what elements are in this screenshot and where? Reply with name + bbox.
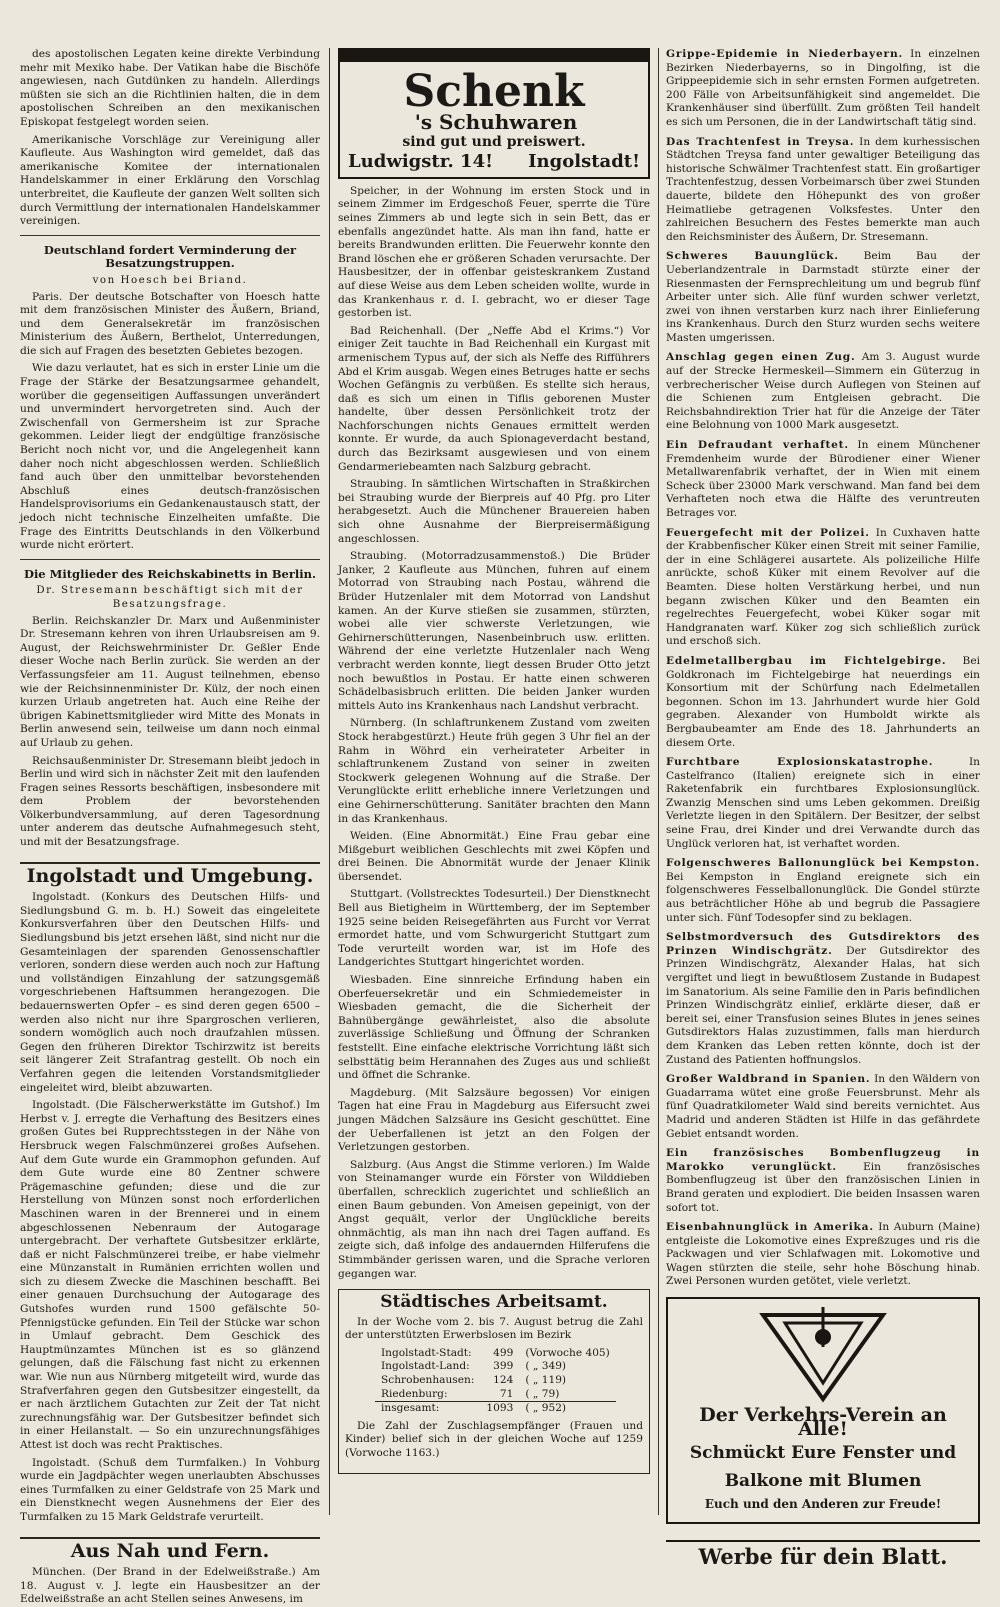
news-item-text: In Auburn (Maine) entgleiste die Lokomotive eines Expreßzuges und ris die Packwagen und vier Schlafwagen mit. Lokomotive und Wagen stürzten die steile, sehr hohe Böschung hinab. Zwei Personen wurden getötet, viele verletzt. xyxy=(666,1221,980,1288)
news-item-text: In den Wäldern von Guadarrama wütet eine große Feuersbrunst. Mehr als fünf Quadratkilometer Wald sind bereits vernichtet. Aus Madrid und anderen Städten ist Hilfe in das gefährdete Gebiet entsandt worden. xyxy=(666,1073,980,1140)
arbeitsamt-label: Ingolstadt-Land: xyxy=(381,1360,470,1373)
news-item-title: Das Trachtenfest in Treysa. xyxy=(666,135,855,148)
news-item xyxy=(666,136,980,245)
arbeitsamt-value: 124 xyxy=(493,1374,514,1387)
column-left xyxy=(20,48,320,1606)
news-item xyxy=(666,48,980,130)
ad-tagline: sind gut und preiswert. xyxy=(402,133,586,150)
paragraph: Straubing. (Motorradzusammenstoß.) Die Brüder Janker, 2 Kaufleute aus München, fuhren auf einem Motorrad von Straubing nach Postau, während die Brüder Hutzenlaler mit dem Motorrad von Landshut kamen. An der Kurve stießen sie zusammen, stürzten, wobei alle vier schwerste Verletzungen, wie Gehirnerschütterungen, Nasenbeinbruch usw. erlitten. Während der eine verletzte Hutzenlaler nach Weng verbracht werden konnte, liegt dessen Bruder Otto jetzt noch bewußtlos in Postau. Er hatte einen schweren Schädelbasisbruch erlitten. Die beiden Janker wurden mittels Auto ins Krankenhaus nach Landshut verbracht. xyxy=(338,550,650,712)
article-title-reichskabinett: Die Mitglieder des Reichskabinetts in Berlin. xyxy=(23,566,317,581)
article-title-besatzung: Deutschland fordert Verminderung der Besatzungstruppen. xyxy=(43,242,297,271)
news-item-text: In einzelnen Bezirken Niederbayerns, so in Dingolfing, ist die Grippeepidemie sich in sehr ernsten Formen aufgetreten. 200 Fälle von Arbeitsunfähigkeit sind angemeldet. Die Krankenhäuser sind überfüllt. Zum größten Teil handelt es sich um Personen, die in der Landwirtschaft tätig sind. xyxy=(666,48,981,128)
arbeitsamt-total-row xyxy=(375,1402,616,1416)
intro-articles xyxy=(20,48,320,229)
section-title-nah-fern: Aus Nah und Fern. xyxy=(20,1537,320,1559)
arbeitsamt-prev: (Vorwoche 405) xyxy=(525,1346,610,1359)
arbeitsamt-outro: Die Zahl der Zuschlagsempfänger (Frauen und Kinder) belief sich in der gleichen Woche auf 1259 (Vorwoche 1163.) xyxy=(345,1419,643,1460)
advertisement-schenk xyxy=(338,48,650,179)
ad-address xyxy=(344,151,644,173)
news-item-title: Schweres Bauunglück. xyxy=(666,250,839,263)
arbeitsamt-row xyxy=(375,1388,616,1402)
news-item-title: Edelmetallbergbau im Fichtelgebirge. xyxy=(666,654,947,667)
column-middle xyxy=(338,48,650,1515)
news-item-title: Selbstmordversuch des Gutsdirektors des Prinzen Windischgrätz. xyxy=(666,931,980,957)
news-item xyxy=(666,250,980,345)
news-item-title: Großer Waldbrand in Spanien. xyxy=(666,1073,871,1086)
arbeitsamt-row xyxy=(375,1360,616,1374)
article-body-reichskabinett xyxy=(20,615,320,850)
paragraph: Ingolstadt. (Schuß dem Turmfalken.) In Vohburg wurde ein Jagdpächter wegen unerlaubten Abschusses eines Turmfalken zu einer Geldstrafe von 25 Mark und ein Dienstknecht wegen Ausnehmens der Eier des Turmfalken zu 15 Mark Geldstrafe verurteilt. xyxy=(20,1456,320,1523)
news-item xyxy=(666,756,980,851)
news-item xyxy=(666,857,980,925)
arbeitsamt-label: Riedenburg: xyxy=(381,1387,448,1400)
paragraph: Wiesbaden. Eine sinnreiche Erfindung haben ein Oberfeuersekretär und ein Schmiedemeister in Wiesbaden gemacht, die die Sicherheit der Bahnübergänge gewährleistet, also die absolute zuverlässige Schließung und Öffnung der Schranken feststellt. Eine einfache elektrische Vorrichtung läßt sich selbsttätig beim Herannahen des Zuges aus und schließt und öffnet die Schranke. xyxy=(338,974,650,1082)
verkehrsverein-line1: Der Verkehrs-Verein an Alle! xyxy=(699,1404,947,1440)
news-item xyxy=(666,1147,980,1215)
verkehrsverein-line2a: Schmückt Eure Fenster und xyxy=(689,1443,957,1464)
right-news xyxy=(666,48,980,1289)
arbeitsamt-prev: ( „ 349) xyxy=(525,1360,567,1373)
arbeitsamt-value: 399 xyxy=(493,1360,514,1373)
arbeitsamt-value: 499 xyxy=(493,1346,514,1359)
column-rule-2 xyxy=(658,48,659,1515)
arbeitsamt-title: Städtisches Arbeitsamt. xyxy=(380,1292,608,1313)
ad-brand-name: Schenk xyxy=(403,66,585,117)
news-item xyxy=(666,527,980,649)
news-item-title: Grippe-Epidemie in Niederbayern. xyxy=(666,48,903,60)
news-item xyxy=(666,439,980,521)
paragraph: Weiden. (Eine Abnormität.) Eine Frau gebar eine Mißgeburt weiblichen Geschlechts mit zwei Köpfen und drei Beinen. Die Abnormität wurde der Jenaer Klinik übersendet. xyxy=(338,830,650,883)
arbeitsamt-table xyxy=(375,1347,616,1416)
ad-brand-suffix: 's Schuhwaren xyxy=(414,110,578,134)
verkehrsverein-box xyxy=(666,1297,980,1524)
total-value: 1093 xyxy=(480,1402,519,1416)
middle-news xyxy=(338,185,650,1281)
article-subtitle-reichskabinett: Dr. Stresemann beschäftigt sich mit der Besatzungsfrage. xyxy=(36,584,304,610)
news-item-text: Ein französisches Bombenflugzeug ist über den französischen Linien in Brand geraten und explodiert. Die beiden Insassen waren sofort tot. xyxy=(666,1160,980,1214)
paragraph: Bad Reichenhall. (Der „Neffe Abd el Krims.“) Vor einiger Zeit tauchte in Bad Reichenhall ein Kurgast mit armenischem Typus auf, der sich als Neffe des Rifführers Abd el Krim ausgab. Wegen eines Betruges hatte er sechs Wochen Gefängnis zu verbüßen. Es stellte sich heraus, daß es sich um einen in Tiflis geborenen Muster handelte, über dessen Persönlichkeit trotz der Nachforschungen nichts Genaues ermittelt werden konnte. Er wurde, da auch Spionageverdacht bestand, durch das Bezirksamt ausgewiesen und von einem Gendarmeriebeamten nach Salzburg gebracht. xyxy=(338,324,650,473)
paragraph: Paris. Der deutsche Botschafter von Hoesch hatte mit dem französischen Minister des Äußern, Briand, und dem Generalsekretär im französischen Ministerium des Äußern, Berthelot, Unterredungen, die sich auf Fragen des besetzten Gebietes bezogen. xyxy=(20,290,320,357)
paragraph: München. (Der Brand in der Edelweißstraße.) Am 18. August v. J. legte ein Hausbesitzer an der Edelweißstraße an acht Stellen seines Anwesens, im xyxy=(20,1566,320,1606)
arbeitsamt-box xyxy=(338,1289,650,1474)
arbeitsamt-prev: ( „ 79) xyxy=(525,1387,560,1400)
news-item-text: In Cuxhaven hatte der Krabbenfischer Küker einen Streit mit seiner Familie, der in eine Schlägerei ausartete. Als polizeiliche Hilfe anrückte, schoß Küker mit einem Revolver auf die Beamten. Diese holten Verstärkung herbei, und nun begann zwischen Küker und den Beamten ein regelrechtes Feuergefecht, wobei Küker sogar mit Handgranaten warf. Küker zog sich schließlich zurück und erschoß sich. xyxy=(666,526,980,648)
arbeitsamt-row xyxy=(375,1374,616,1388)
section-title-ingolstadt: Ingolstadt und Umgebung. xyxy=(20,862,320,884)
arbeitsamt-value: 71 xyxy=(499,1387,514,1400)
column-rule-1 xyxy=(329,48,330,1515)
verkehrsverein-line3: Euch und den Anderen zur Freude! xyxy=(704,1497,942,1512)
news-item-text: Bei Kempston in England ereignete sich ein folgenschweres Fesselballonunglück. Die Gondel stürzte aus beträchtlicher Höhe ab und begrub die Passagiere unter sich. Fünf Todesopfer sind zu beklagen. xyxy=(666,870,980,924)
ad-bar xyxy=(340,50,648,62)
article-subtitle-besatzung: von Hoesch bei Briand. xyxy=(92,273,248,286)
divider xyxy=(20,235,320,236)
werbe-slogan: Werbe für dein Blatt. xyxy=(666,1540,980,1572)
paragraph: Magdeburg. (Mit Salzsäure begossen) Vor einigen Tagen hat eine Frau in Magdeburg aus Eifersucht zwei jungen Mädchen Salzsäure ins Gesicht geschüttet. Eine der Ueberfallenen ist jetzt an den Folgen der Verletzungen gestorben. xyxy=(338,1086,650,1154)
news-item-title: Anschlag gegen einen Zug. xyxy=(666,351,856,364)
news-item-text: In dem kurhessischen Städtchen Treysa fand unter gewaltiger Beteiligung das historische Schwälmer Trachtenfest statt. Ein großartiger Trachtenfestzug, dessen Vorbeimarsch über zwei Stunden dauerte, bildete den Höhepunkt des von großer Heimatliebe getragenen Volksfestes. Unter den zahlreichen Besuchern des Festes bemerkte man auch den Reichsminister des Äußern, Dr. Stresemann. xyxy=(666,135,980,243)
article-body-besatzung xyxy=(20,291,320,553)
news-item-text: In Castelfranco (Italien) ereignete sich in einer Raketenfabrik ein furchtbares Explosionsunglück. Zwanzig Menschen sind ums Leben gekommen. Dreißig Verletzte liegen in den Spitälern. Der Besitzer, der selbst seine Frau, drei Kinder und drei Verwandte durch das Unglück verloren hat, ist verhaftet worden. xyxy=(666,756,980,850)
news-item-text: Am 3. August wurde auf der Strecke Hermeskeil—Simmern ein Güterzug in verbrecherischer Weise durch Auflegen von Steinen auf die Schienen zum Entgleisen gebracht. Die Reichsbahndirektion Trier hat für die Anzeige der Täter eine Belohnung von 1000 Mark ausgesetzt. xyxy=(666,351,980,432)
ad-street: Ludwigstr. 14! xyxy=(348,151,494,173)
divider xyxy=(20,559,320,560)
verkehrsverein-line2b: Balkone mit Blumen xyxy=(724,1471,922,1492)
arbeitsamt-prev: ( „ 119) xyxy=(525,1374,567,1387)
paragraph: Ingolstadt. (Konkurs des Deutschen Hilfs- und Siedlungsbund G. m. b. H.) Soweit das eingeleitete Konkursverfahren über den Deutschen Hilfs- und Siedlungsbund bis jetzt ersehen läßt, sind nicht nur die Gesamteinlagen der sparenden Genossenschaftler verloren, sondern diese werden auch noch zur Haftung und vollständigen Einzahlung der satzungsgemäß vorgeschriebenen Haftsummen herangezogen. Die bedauernswerten Opfer – es sind deren gegen 6500 – werden also nicht nur ihre Spargroschen verlieren, sondern womöglich auch noch draufzahlen müssen. Gegen den früheren Direktor Tschirzwitz ist bereits seit längerer Zeit Strafantrag gestellt. Ob noch ein Verfahren gegen die leitenden Vorstandsmitglieder eingeleitet wird, bleibt abzuwarten. xyxy=(20,891,320,1094)
arbeitsamt-intro: In der Woche vom 2. bis 7. August betrug die Zahl der unterstützten Erwerbslosen im Bezirk xyxy=(345,1315,643,1342)
arbeitsamt-label: Schrobenhausen: xyxy=(381,1374,475,1387)
paragraph: Nürnberg. (In schlaftrunkenem Zustand vom zweiten Stock herabgestürzt.) Heute früh gegen 3 Uhr fiel an der Rahm in Wöhrd ein verheirateter Arbeiter in schlaftrunkenem Zustand von seiner in zweiten Stockwerk gelegenen Wohnung auf die Straße. Der Verunglückte erlitt erhebliche innere Verletzungen und eine Gehirnerschütterung. Sanitäter brachten den Mann in das Krankenhaus. xyxy=(338,717,650,825)
verkehrsverein-logo-icon xyxy=(674,1305,972,1405)
paragraph: Reichsaußenminister Dr. Stresemann bleibt jedoch in Berlin und wird sich in nächster Zeit mit den laufenden Fragen seines Ressorts beschäftigen, insbesondere mit dem Problem der bevorstehenden Völkerbundversammlung, auf deren Tagesordnung unter anderem das deutsche Aufnahmegesuch steht, und mit der Besatzungsfrage. xyxy=(20,754,320,849)
paragraph: Wie dazu verlautet, hat es sich in erster Linie um die Frage der Stärke der Besatzungsarmee gehandelt, worüber die gegenseitigen Auffassungen unverändert und unvermindert hervorgetreten sind. Auch der Zwischenfall von Germersheim ist zur Sprache gekommen. Leider liegt der endgültige französische Bericht noch nicht vor, und die Angelegenheit kann daher noch nicht abgeschlossen werden. Schließlich fand auch über den unmittelbar bevorstehenden Abschluß eines deutsch-französischen Handelsprovisoriums ein Gedankenaustausch statt, der jedoch nicht technische Einzelheiten umfaßte. Die Frage des Eintritts Deutschlands in den Völkerbund wurde nicht erörtert. xyxy=(20,362,320,552)
paragraph: Ingolstadt. (Die Fälscherwerkstätte im Gutshof.) Im Herbst v. J. erregte die Verhaftung des Besitzers eines großen Gutes bei Rupprechtsstegen in der Nähe von Hersbruck wegen Falschmünzerei großes Aufsehen. Auf dem Gute wurde ein Grammophon gefunden. Auf dem Gute wurde eine 80 Zentner schwere Prägemaschine gefunden; diese und die zur Herstellung von Münzen sonst noch erforderlichen Maschinen waren in der Brennerei und in einem abgeschlossenen Nebenraum der Autogarage untergebracht. Der verhaftete Gutsbesitzer erklärte, daß er nicht Falschmünzerei treibe, er habe vielmehr eine Münzanstalt in Rumänien errichten wollen und sich zu diesem Zwecke die Maschinen beschafft. Bei einer genauen Durchsuchung der Autogarage des Gutshofes wurden rund 1500 gefälschte 50-Pfennigstücke gefunden. Ein Teil der Stücke war schon in Umlauf gebracht. Dem Geschick des Hauptmünzamtes München ist es so glänzend gelungen, daß die Fälschung fast nicht zu erkennen war. Wie nun aus Nürnberg mitgeteilt wird, wurde das Strafverfahren gegen den Gutsbesitzer eingestellt, da er nach ärztlichem Gutachten zur Zeit der Tat nicht zurechnungsfähig war. Der Gutsbesitzer befindet sich in einer Heilanstalt. — So ein unzurechnungsfähiges Attest ist doch was recht Praktisches. xyxy=(20,1099,320,1451)
arbeitsamt-label: Ingolstadt-Stadt: xyxy=(381,1346,472,1359)
local-news xyxy=(20,891,320,1524)
news-item-title: Ein Defraudant verhaftet. xyxy=(666,439,849,452)
news-item-title: Furchtbare Explosionskatastrophe. xyxy=(666,756,934,769)
paragraph: Stuttgart. (Vollstrecktes Todesurteil.) Der Dienstknecht Bell aus Bietigheim in Württemberg, der im September 1925 seine beiden Reisegefährten aus Furcht vor Verrat ermordet hatte, und vom Schwurgericht Stuttgart zum Tode verurteilt worden war, ist im Hofe des Landgerichtes Stuttgart hingerichtet worden. xyxy=(338,888,650,969)
news-item-text: Beim Bau der Ueberlandzentrale in Darmstadt stürzte einer der Riesenmasten der Fernsprechleitung um und begrub fünf Arbeiter unter sich. Alle fünf wurden schwer verletzt, zwei von ihnen verstarben kurz nach ihrer Einlieferung ins Krankenhaus. Durch den Sturz wurden sechs weitere Masten umgerissen. xyxy=(666,250,980,344)
column-right xyxy=(666,48,981,1569)
news-item-text: In einem Münchener Fremdenheim wurde der Bürodiener einer Wiener Metallwarenfabrik verhaftet, der in Wien mit einem Scheck über 23000 Mark verschwand. Man fand bei dem Verhafteten noch etwa die Hälfte des veruntreuten Betrages vor. xyxy=(666,439,980,519)
news-item-title: Eisenbahnunglück in Amerika. xyxy=(666,1221,874,1234)
news-item-text: Der Gutsdirektor des Prinzen Windischgrätz, Alexander Halas, hat sich vergiftet und liegt in bewußtlosem Zustande in Budapest im Sanatorium. Als seine Familie den in Paris befindlichen Prinzen Windischgrätz einlief, erklärte dieser, daß er bereit sei, einer Transfusion seines Blutes in jenes seines Gutsdirektors Halas zuzustimmen, falls man hierdurch dem Kranken das Leben retten könnte, doch ist der Zustand des Patienten hoffnungslos. xyxy=(666,944,980,1066)
paragraph: Salzburg. (Aus Angst die Stimme verloren.) Im Walde von Steinamanger wurde ein Förster von Wilddieben überfallen, schrecklich zugerichtet und schließlich an einen Baum gebunden. Von Ameisen gepeinigt, von der Angst gequält, verlor der Unglückliche bereits ohnmächtig, als man ihn nach drei Tagen auffand. Es zeigte sich, daß infolge des andauernden Hilferufens die Stimmbänder gerissen waren, und die Sprache verloren gegangen war. xyxy=(338,1158,650,1280)
paragraph: Berlin. Reichskanzler Dr. Marx und Außenminister Dr. Stresemann kehren von ihren Urlaubsreisen am 9. August, der Reichswehrminister Dr. Geßler Ende dieser Woche nach Berlin zurück. Sie werden an der Verfassungsfeier am 11. August teilnehmen, ebenso wie der Reichsinnenminister Dr. Külz, der noch einen kurzen Urlaub angetreten hat. Auch eine Reihe der übrigen Kabinettsmitglieder wird Mitte des Monats in Berlin anwesend sein, teilweise um dann noch einmal auf Urlaub zu gehen. xyxy=(20,614,320,749)
news-item xyxy=(666,1073,980,1141)
total-prev: ( „ 952) xyxy=(519,1402,615,1416)
news-item-title: Feuergefecht mit der Polizei. xyxy=(666,526,870,539)
paragraph: des apostolischen Legaten keine direkte Verbindung mehr mit Mexiko habe. Der Vatikan habe die Bischöfe angewiesen, nach Gutdünken zu handeln. Allerdings müßten sie sich an die Richtlinien halten, die in dem apostolischen Schreiben an den mexikanischen Episkopat festgelegt worden seien. xyxy=(20,48,320,128)
news-item-title: Folgenschweres Ballonunglück bei Kempston. xyxy=(666,857,980,870)
arbeitsamt-row xyxy=(375,1347,616,1361)
news-item xyxy=(666,1221,980,1289)
paragraph: Amerikanische Vorschläge zur Vereinigung aller Kaufleute. Aus Washington wird gemeldet, daß das amerikanische Komitee der internationalen Handelskammer in einer Erklärung den Vorschlag unterbreitet, die Kaufleute der ganzen Welt sollten sich durch Vermittlung der internationalen Handelskammer vereinigen. xyxy=(20,133,320,228)
ad-city: Ingolstadt! xyxy=(528,151,640,173)
paragraph: Speicher, in der Wohnung im ersten Stock und in seinem Zimmer im Erdgeschoß Feuer, sperrte die Türe seines Zimmers ab und legte sich in sein Bett, das er ebenfalls angezündet hatte. Als man ihn fand, hatte er bereits Brandwunden erlitten. Die Feuerwehr konnte den Brand löschen ehe er größeren Schaden verursachte. Der Hausbesitzer, der in offenbar geisteskrankem Zustand auf diese Weise aus dem Leben scheiden wollte, wurde in das Krankenhaus r. d. I. gebracht, wo er dieser Tage gestorben ist. xyxy=(338,184,650,320)
news-item-text: Bei Goldkronach im Fichtelgebirge hat neuerdings ein Konsortium mit der Schürfung nach Edelmetallen begonnen. Schon im 13. Jahrhundert wurde hier Gold gegraben. Alexander von Humboldt wirkte als Bergbaubeamter am Ende des 18. Jahrhunderts an diesem Orte. xyxy=(666,654,980,749)
paragraph: Straubing. In sämtlichen Wirtschaften in Straßkirchen bei Straubing wurde der Bierpreis auf 40 Pfg. pro Liter herabgesetzt. Auch die Münchener Brauereien haben sich ohne Ausnahme der Bierpreisermäßigung angeschlossen. xyxy=(338,478,650,545)
total-label: insgesamt: xyxy=(375,1402,480,1416)
fern-news xyxy=(20,1566,320,1607)
news-item xyxy=(666,931,980,1067)
news-item xyxy=(666,655,980,750)
news-item xyxy=(666,351,980,433)
news-item-title: Ein französisches Bombenflugzeug in Marokko verunglückt. xyxy=(666,1147,980,1173)
